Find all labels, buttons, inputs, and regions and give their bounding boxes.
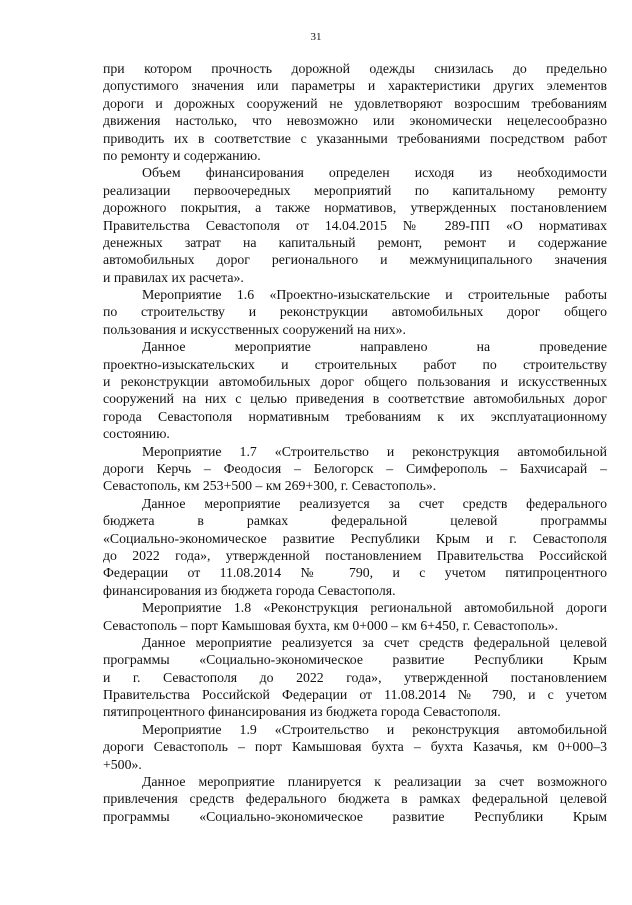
text-line: Объем финансирования определен исходя из необходимости [142,165,607,181]
text-line: приводить их в соответствие с указанными требованиями посредством работ [103,130,607,146]
text-line: проектно-изыскательских и строительных работ по строительству [103,356,607,372]
text-line: программы «Социально-экономическое развитие Республики Крым [103,652,607,668]
text-line: по строительству и реконструкции автомобильных дорог общего [103,304,607,320]
text-line: автомобильных дорог регионального и межмуниципального значения [103,252,607,268]
text-line: Мероприятие 1.6 «Проектно-изыскательские и строительные работы [142,287,607,303]
text-line: дороги Севастополь – порт Камышовая бухта – бухта Казачья, км 0+000–3 [103,739,607,755]
text-line: до 2022 года», утвержденной постановлением Правительства Российской [103,547,607,563]
page-number: 31 [310,31,322,43]
text-line: движения настолько, что невозможно или экономически нецелесообразно [103,113,607,129]
text-line: дороги Керчь – Феодосия – Белогорск – Симферополь – Бахчисарай – [103,460,607,476]
text-line: города Севастополя нормативным требованиям к их эксплуатационному [103,408,607,424]
text-line: Севастополь, км 253+500 – км 269+300, г. Севастополь». [103,478,437,494]
text-line: пользования и искусственных сооружений на них». [103,321,406,337]
text-line: и г. Севастополя до 2022 года», утвержденной постановлением [103,669,607,685]
text-line: дороги и дорожных сооружений не удовлетворяют возросшим требованиям [103,95,607,111]
text-line: программы «Социально-экономическое развитие Республики Крым [103,808,607,824]
text-line: состоянию. [103,426,170,442]
text-line: сооружений на них с целью приведения в соответствие автомобильных дорог [103,391,607,407]
text-line: Севастополь – порт Камышовая бухта, км 0+000 – км 6+450, г. Севастополь». [103,617,559,633]
text-line: финансирования из бюджета города Севастополя. [103,582,396,598]
text-line: дорожного покрытия, а также нормативов, утвержденных постановлением [103,200,607,216]
text-line: Мероприятие 1.8 «Реконструкция региональной автомобильной дороги [142,600,607,616]
text-line: при котором прочность дорожной одежды снизилась до предельно [103,61,607,76]
text-line: Данное мероприятие направлено на проведение [142,339,607,355]
text-line: привлечения средств федерального бюджета в рамках федеральной целевой [103,791,607,807]
document-body [103,60,607,825]
text-line: и правилах их расчета». [103,269,244,285]
text-line: допустимого значения или параметры и характеристики других элементов [103,78,607,94]
text-line: пятипроцентного финансирования из бюджета города Севастополя. [103,704,501,720]
text-line: Правительства Севастополя от 14.04.2015 № 289-ПП «О нормативах [103,217,607,233]
text-line: Данное мероприятие планируется к реализации за счет возможного [142,774,607,790]
text-line: +500». [103,756,142,772]
text-line: Мероприятие 1.7 «Строительство и реконструкция автомобильной [142,443,607,459]
text-line: и реконструкции автомобильных дорог общего пользования и искусственных [103,374,607,390]
text-line: «Социально-экономическое развитие Республики Крым и г. Севастополя [103,530,607,546]
text-line: Мероприятие 1.9 «Строительство и реконструкция автомобильной [142,721,607,737]
text-line: Данное мероприятие реализуется за счет средств федерального [142,495,607,511]
text-line: бюджета в рамках федеральной целевой программы [103,513,607,529]
text-line: Правительства Российской Федерации от 11.08.2014 № 790, и с учетом [103,687,607,703]
text-line: по ремонту и содержанию. [103,147,261,163]
text-line: денежных затрат на капитальный ремонт, ремонт и содержание [103,234,607,250]
text-line: реализации первоочередных мероприятий по капитальному ремонту [103,182,607,198]
text-line: Данное мероприятие реализуется за счет средств федеральной целевой [142,634,607,650]
text-line: Федерации от 11.08.2014 № 790, и с учетом пятипроцентного [103,565,607,581]
